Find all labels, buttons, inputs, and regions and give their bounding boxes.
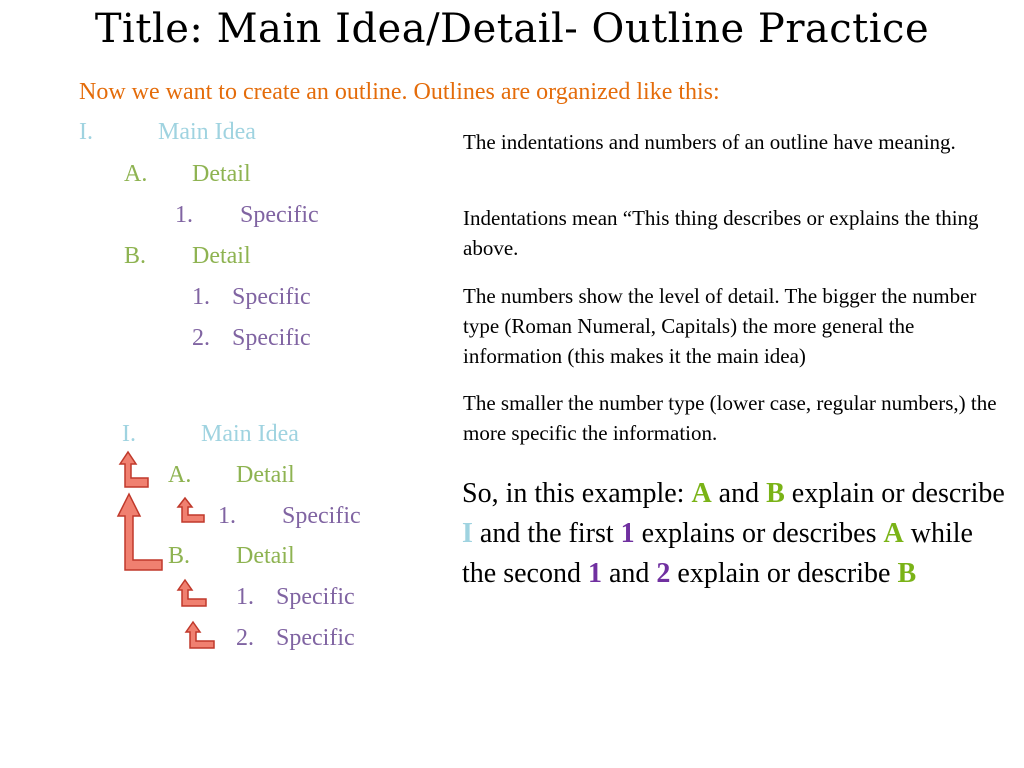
up-arrow-icon [116, 450, 152, 490]
outline-detail: Detail [192, 243, 251, 269]
outline-number: 2. [192, 325, 210, 351]
highlight-number-2: 2 [656, 558, 671, 589]
conclusion-text: and the first [472, 518, 621, 549]
slide-title: Title: Main Idea/Detail- Outline Practice [94, 6, 930, 52]
outline-number: 1. [236, 584, 254, 610]
explanation-paragraph: The indentations and numbers of an outline have meaning. [463, 130, 956, 154]
highlight-letter-b: B [897, 558, 917, 589]
conclusion-text: So, in this example: [462, 478, 692, 509]
conclusion-text: explains or describes [634, 518, 884, 549]
outline-detail: Detail [236, 462, 295, 488]
outline-detail: Detail [192, 161, 251, 187]
outline-number: A. [124, 161, 148, 187]
conclusion-text: while the second [462, 518, 973, 589]
outline-main-idea: Main Idea [201, 421, 299, 447]
outline-number: I. [79, 119, 93, 145]
conclusion-text: and [601, 558, 657, 589]
outline-specific: Specific [232, 284, 311, 310]
explanation-paragraph: The smaller the number type (lower case, regular numbers,) the more specific the information. [463, 391, 997, 445]
explanation-paragraph: The numbers show the level of detail. The bigger the number type (Roman Numeral, Capitals) the more general the information (this makes it the main idea) [463, 284, 977, 368]
highlight-letter-a: A [883, 518, 904, 549]
outline-detail: Detail [236, 543, 295, 569]
highlight-number-1: 1 [587, 558, 602, 589]
highlight-number-1: 1 [620, 518, 635, 549]
up-arrow-icon [116, 490, 166, 574]
conclusion-text: explain or describe [670, 558, 898, 589]
outline-number: I. [122, 421, 136, 447]
outline-specific: Specific [240, 202, 319, 228]
outline-number: 1. [175, 202, 193, 228]
outline-number: 2. [236, 625, 254, 651]
outline-number: B. [168, 543, 191, 569]
highlight-letter-i: I [462, 518, 473, 549]
outline-main-idea: Main Idea [158, 119, 256, 145]
conclusion-text: and [711, 478, 767, 509]
outline-number: 1. [192, 284, 210, 310]
outline-specific: Specific [282, 503, 361, 529]
outline-number: A. [168, 462, 192, 488]
outline-number: B. [124, 243, 147, 269]
outline-number: 1. [218, 503, 236, 529]
outline-specific: Specific [276, 625, 355, 651]
up-arrow-icon [184, 620, 218, 650]
up-arrow-icon [176, 578, 210, 608]
conclusion-text: explain or describe [784, 478, 1005, 509]
highlight-letter-b: B [766, 478, 785, 509]
explanation-paragraph: Indentations mean “This thing describes or explains the thing above. [463, 206, 979, 260]
up-arrow-icon [176, 496, 208, 524]
highlight-letter-a: A [691, 478, 712, 509]
outline-specific: Specific [232, 325, 311, 351]
outline-specific: Specific [276, 584, 355, 610]
conclusion-paragraph [462, 474, 1007, 594]
slide-subtitle: Now we want to create an outline. Outlines are organized like this: [79, 79, 720, 105]
